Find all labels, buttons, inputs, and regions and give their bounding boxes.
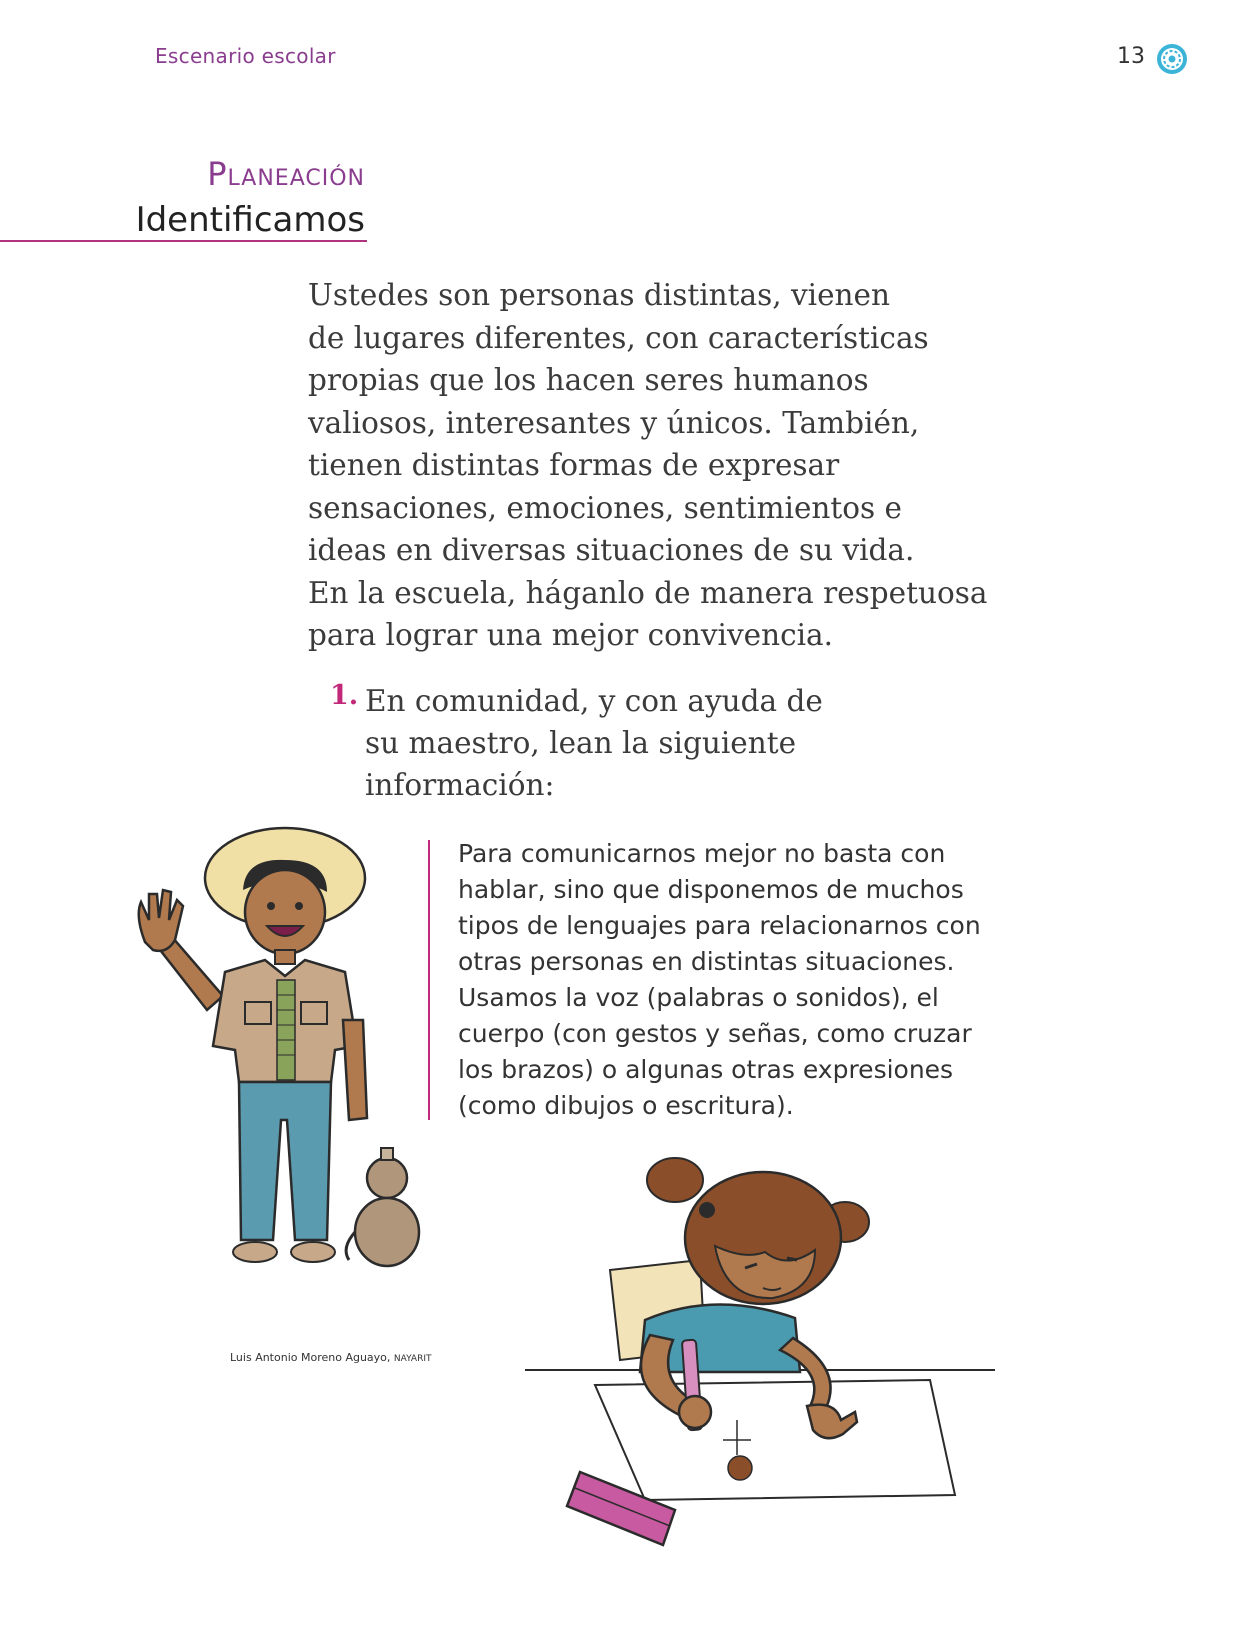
section-label: Planeación: [207, 155, 365, 193]
info-line: los brazos) o algunas otras expresiones: [458, 1055, 954, 1084]
intro-line: sensaciones, emociones, sentimientos e: [308, 490, 902, 525]
girl-drawing-illustration: [525, 1150, 1010, 1600]
info-line: otras personas en distintas situaciones.: [458, 947, 955, 976]
boy-waving-illustration: [105, 820, 435, 1310]
info-line: hablar, sino que disponemos de muchos: [458, 875, 964, 904]
circular-mandala-icon: [1155, 42, 1189, 76]
illustration-credit: [230, 1351, 431, 1364]
info-line: Para comunicarnos mejor no basta con: [458, 839, 946, 868]
credit-name: Luis Antonio Moreno Aguayo,: [230, 1351, 391, 1364]
activity-number: 1.: [330, 680, 359, 711]
intro-line: tienen distintas formas de expresar: [308, 448, 840, 482]
page-number: 13: [1117, 44, 1145, 69]
section-divider: [0, 240, 367, 242]
intro-line: En la escuela, háganlo de manera respetuosa: [308, 575, 988, 610]
intro-line: valiosos, interesantes y únicos. También,: [308, 405, 920, 440]
section-title: Identificamos: [135, 200, 365, 240]
activity-instructions: [365, 680, 885, 806]
intro-paragraph: [308, 274, 1028, 657]
intro-line: de lugares diferentes, con características: [308, 320, 929, 355]
activity-line: información:: [365, 768, 555, 802]
info-box-text: [458, 836, 1078, 1124]
info-line: (como dibujos o escritura).: [458, 1091, 794, 1120]
activity-line: En comunidad, y con ayuda de: [365, 684, 823, 718]
info-line: tipos de lenguajes para relacionarnos con: [458, 911, 981, 940]
activity-line: su maestro, lean la siguiente: [365, 726, 797, 760]
intro-line: para lograr una mejor convivencia.: [308, 618, 833, 652]
intro-line: Ustedes son personas distintas, vienen: [308, 278, 890, 312]
running-header: Escenario escolar: [155, 44, 336, 68]
credit-state: NAYARIT: [393, 1354, 432, 1364]
info-line: Usamos la voz (palabras o sonidos), el: [458, 983, 939, 1012]
info-line: cuerpo (con gestos y señas, como cruzar: [458, 1019, 972, 1048]
intro-line: propias que los hacen seres humanos: [308, 363, 869, 397]
intro-line: ideas en diversas situaciones de su vida.: [308, 533, 915, 567]
